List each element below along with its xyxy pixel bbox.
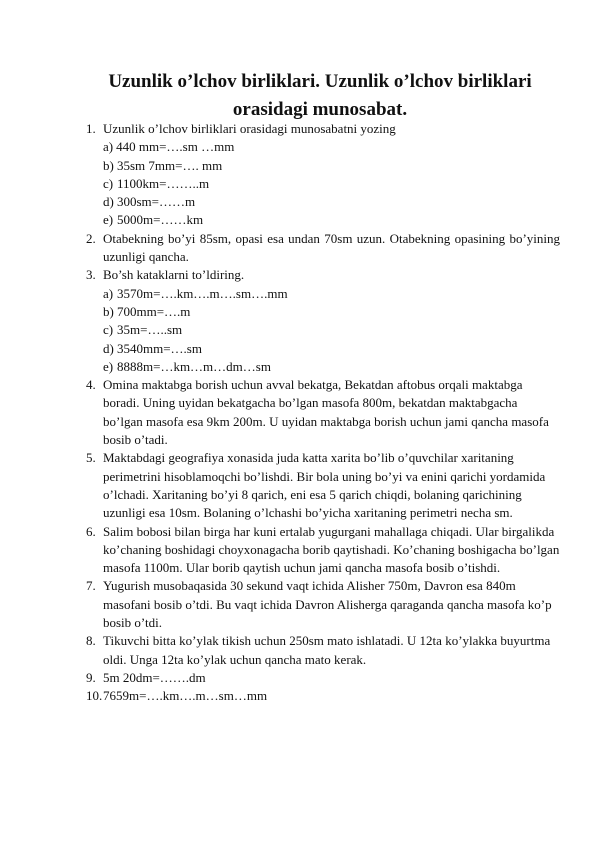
sub-item (103, 303, 560, 321)
page-title (80, 68, 560, 124)
question-text: Omina maktabga borish uchun avval bekatga, Bekatdan aftobus orqali maktabga boradi. Uning uyidan bekatgacha bo’lgan masofa 800m, bekatdan maktabgacha bo’lgan masofa esa 9km 200m. U uyidan maktabga borish uchun jami qancha masofa bosib o’tadi. (103, 377, 549, 448)
sub-item (103, 340, 560, 358)
question-4 (86, 376, 560, 449)
question-text: 7659m=….km….m…sm…mm (103, 688, 268, 704)
question-3 (86, 266, 560, 376)
sub-item-letter: b) (103, 303, 114, 319)
question-9 (86, 669, 560, 687)
question-text: Yugurish musobaqasida 30 sekund vaqt ichida Alisher 750m, Davron esa 840m masofani bosib o’tdi. Bu vaqt ichida Davron Alisherga qaraganda qancha masofa ko’p bosib o’tdi. (103, 578, 552, 631)
question-number: 2. (86, 230, 96, 246)
sub-item-text: 35m=…..sm (117, 322, 183, 338)
sub-item-list (103, 285, 560, 376)
question-list (86, 120, 560, 706)
sub-item (103, 138, 560, 156)
sub-item-letter: d) (103, 340, 114, 356)
sub-item-letter: a) (103, 285, 114, 301)
question-1 (86, 120, 560, 230)
sub-item-text: 5000m=……km (117, 212, 204, 228)
question-text: Maktabdagi geografiya xonasida juda katta xarita bo’lib o’quvchilar xaritaning perimetrini hisoblamoqchi bo’lishdi. Bir bola uning bo’yi va enini qarichi yordamida o’lchadi. Xaritaning bo’yi 8 qarich, eni esa 5 qarich chiqdi, bolaning qarichining uzunligi esa 10sm. Bolaning o’lchashi bo’yicha xaritaning perimetri necha sm. (103, 450, 546, 521)
sub-item-text: 3540mm=….sm (117, 340, 202, 356)
question-number: 8. (86, 633, 96, 649)
sub-item-letter: e) (103, 358, 114, 374)
question-10 (86, 687, 560, 705)
question-text: Uzunlik o’lchov birliklari orasidagi munosabatni yozing (103, 121, 396, 136)
question-number: 5. (86, 450, 96, 466)
sub-item (103, 358, 560, 376)
sub-item-text: 8888m=…km…m…dm…sm (117, 358, 271, 374)
question-text: Tikuvchi bitta ko’ylak tikish uchun 250sm mato ishlatadi. U 12ta ko’ylakka buyurtma oldi. Unga 12ta ko’ylak uchun qancha mato kerak. (103, 633, 551, 667)
sub-item (103, 321, 560, 339)
question-5 (86, 449, 560, 522)
sub-item (103, 175, 560, 193)
sub-item (103, 193, 560, 211)
question-2 (86, 230, 560, 267)
sub-item-letter: c) (103, 322, 114, 338)
question-number: 6. (86, 523, 96, 539)
sub-item-text: 300sm=……m (117, 194, 196, 210)
question-text: 5m 20dm=…….dm (103, 669, 206, 685)
question-text: Bo’sh kataklarni to’ldiring. (103, 267, 245, 283)
sub-item-letter: b) (103, 157, 114, 173)
sub-item (103, 285, 560, 303)
sub-item-letter: e) (103, 212, 114, 228)
question-number: 10. (86, 688, 103, 704)
question-number: 1. (86, 121, 96, 136)
sub-item-text: 1100km=……..m (117, 175, 210, 191)
sub-item-list (103, 138, 560, 156)
question-8 (86, 632, 560, 669)
sub-item-letter: a) (103, 139, 114, 155)
question-number: 3. (86, 267, 96, 283)
sub-item-text: 440 mm=….sm …mm (116, 139, 235, 155)
sub-item-letter: d) (103, 194, 114, 210)
title-line-1: Uzunlik o’lchov birliklari. Uzunlik o’lchov birliklari (108, 70, 532, 92)
title-line-2: orasidagi munosabat. (232, 98, 408, 120)
question-6 (86, 523, 560, 578)
sub-item-text: 35sm 7mm=…. mm (117, 157, 223, 173)
sub-item (103, 211, 560, 229)
question-7 (86, 577, 560, 632)
question-number: 7. (86, 578, 96, 594)
sub-item (103, 157, 560, 175)
question-number: 4. (86, 377, 96, 393)
sub-item-letter: c) (103, 175, 114, 191)
question-text: Otabekning bo’yi 85sm, opasi esa undan 70sm uzun. Otabekning opasining bo’yining uzunligi qancha. (103, 230, 560, 265)
question-number: 9. (86, 669, 96, 685)
question-text: Salim bobosi bilan birga har kuni ertalab yugurgani mahallaga chiqadi. Ular birgalikda ko’chaning boshidagi choyxonagacha borib qaytishadi. Ko’chaning boshigacha bo’lgan masofa 1100m. Ular borib qaytish uchun jami qancha masofa bosib o’tishdi. (103, 523, 560, 576)
sub-item-text: 3570m=….km….m….sm….mm (117, 285, 288, 301)
worksheet-body (86, 120, 560, 706)
sub-item-text: 700mm=….m (117, 303, 191, 319)
sub-item-list (103, 157, 560, 230)
